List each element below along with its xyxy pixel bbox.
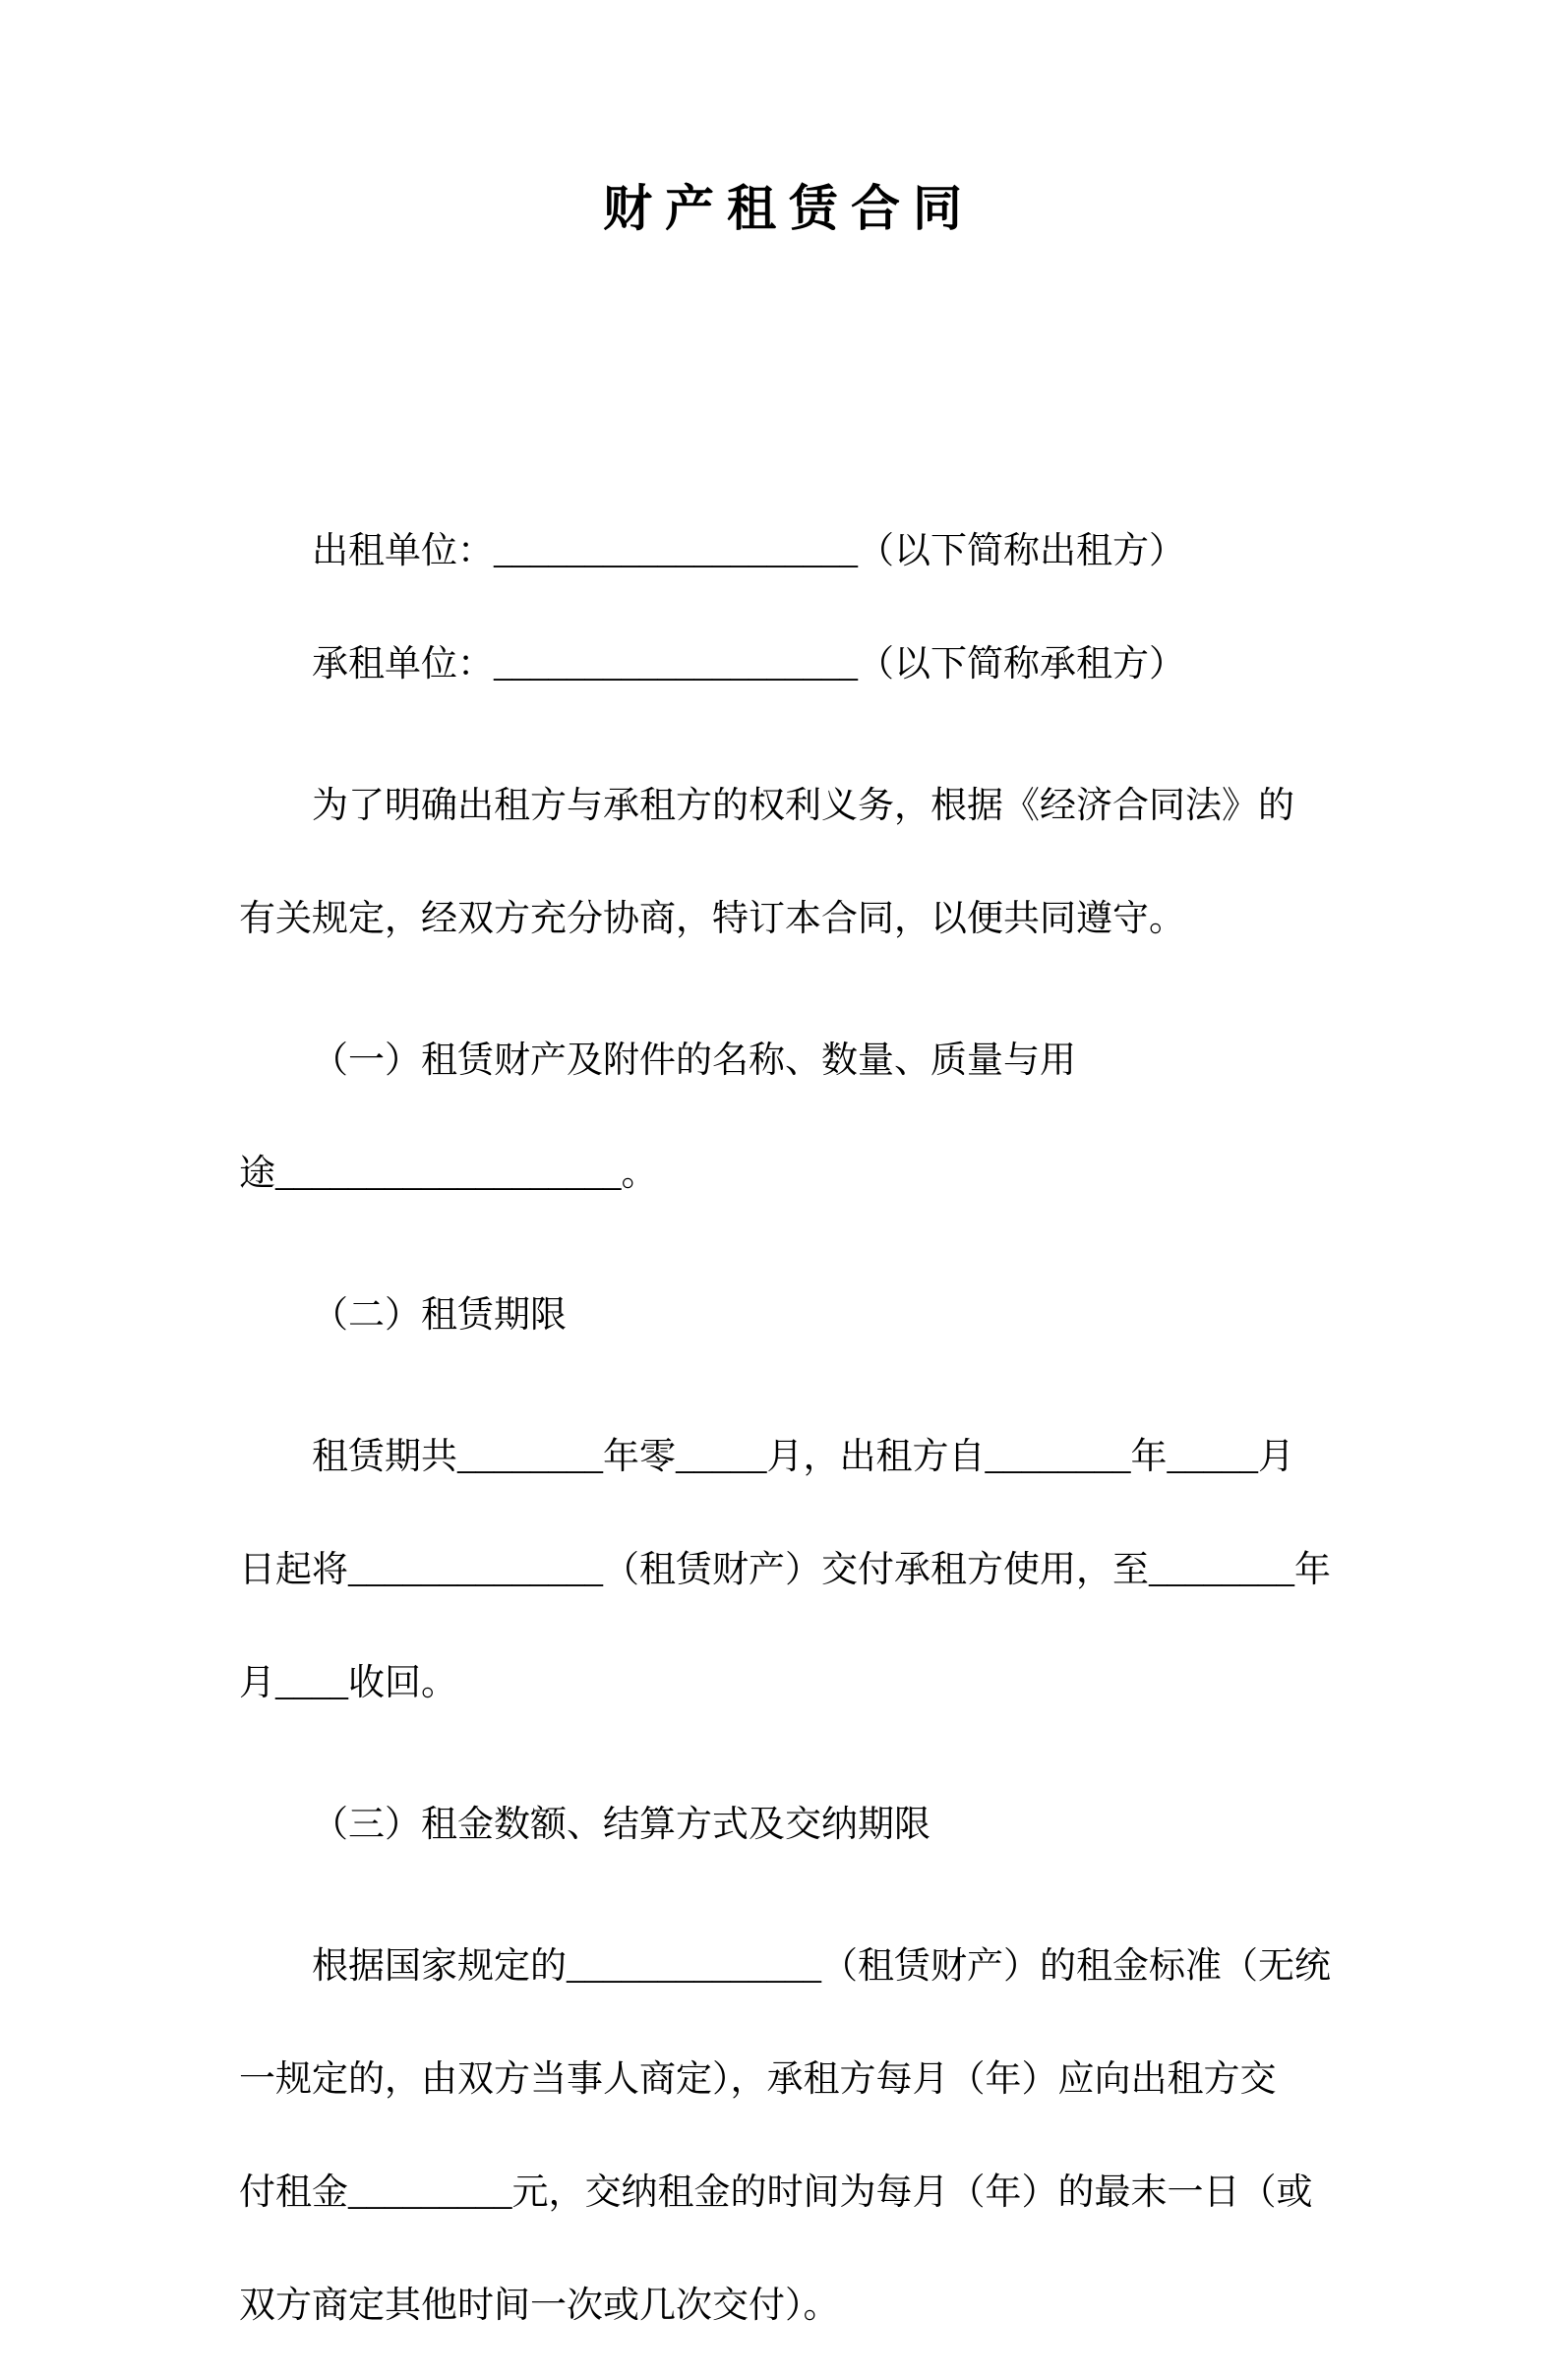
term-line-1: 租赁期共________年零_____月，出租方自________年_____月 [312,1437,1294,1477]
term-line-2: 日起将______________（租赁财产）交付承租方使用，至________年 [239,1550,1331,1590]
section-3-heading: （三）租金数额、结算方式及交纳期限 [312,1805,930,1845]
section-2-term-paragraph [239,1419,1331,1722]
rent-line-2: 一规定的，由双方当事人商定），承租方每月（年）应向出租方交 [239,2059,1277,2100]
rent-line-4: 双方商定其他时间一次或几次交付）。 [239,2286,840,2326]
section-2-heading-block [239,1278,1326,1354]
section-1-line-2: 途___________________。 [239,1154,658,1194]
preamble-line-2: 有关规定，经双方充分协商，特订本合同，以便共同遵守。 [239,899,1185,939]
section-1-line-1: （一）租赁财产及附件的名称、数量、质量与用 [312,1041,1076,1081]
preamble-line-1: 为了明确出租方与承租方的权利义务，根据《经济合同法》的 [312,786,1294,826]
parties-block [239,513,1326,703]
term-line-3: 月____收回。 [239,1663,457,1703]
section-3-heading-block [239,1787,1326,1864]
rent-line-3: 付租金_________元，交纳租金的时间为每月（年）的最末一日（或 [239,2172,1313,2213]
document-title: 财产租赁合同 [603,181,975,236]
section-1-leased-property [239,1023,1326,1213]
section-3-rent-paragraph [239,1929,1331,2345]
preamble-paragraph [239,768,1326,958]
rent-line-1: 根据国家规定的______________（租赁财产）的租金标准（无统 [312,1946,1331,1987]
lessee-party-line: 承租单位：____________________（以下简称承租方） [312,644,1185,684]
lessor-party-line: 出租单位：____________________（以下简称出租方） [312,531,1185,571]
contract-page [0,173,1560,2380]
section-2-heading: （二）租赁期限 [312,1295,567,1336]
